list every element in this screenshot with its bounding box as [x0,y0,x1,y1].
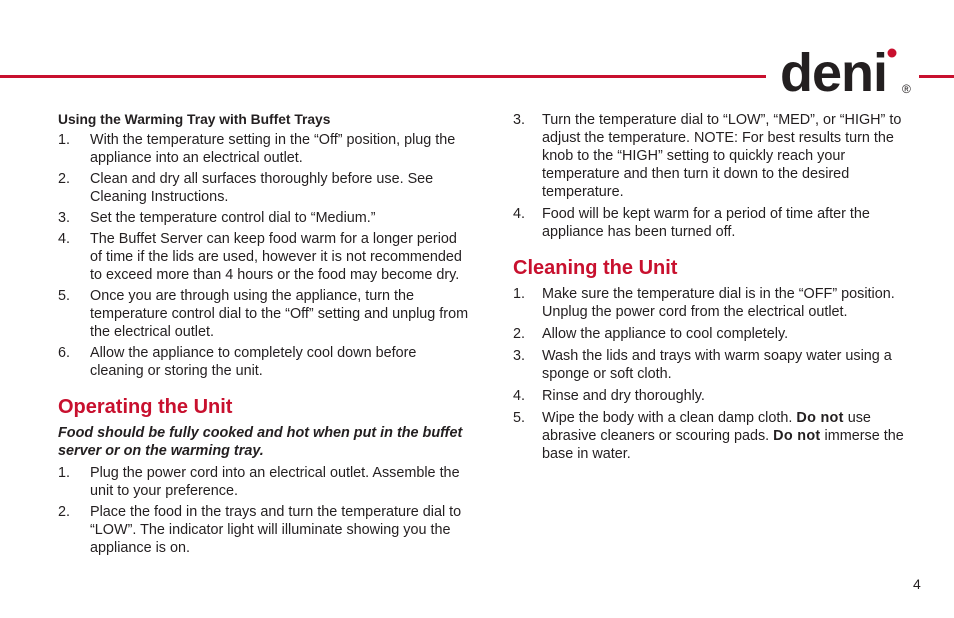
list-item: 1. Plug the power cord into an electrical outlet. Assemble the unit to your preference. [58,465,460,499]
operating-lead: Food should be fully cooked and hot when put in the buffet server or on the warming tray. [58,425,463,459]
list-item: 4. Rinse and dry thoroughly. [513,388,705,404]
right-column [513,108,925,467]
list-item: 1. With the temperature setting in the “Off” position, plug the appliance into an electrical outlet. [58,132,456,166]
deni-logo [780,45,916,97]
header-rule-right [919,75,954,78]
warming-tray-title: Using the Warming Tray with Buffet Trays [58,112,331,127]
list-item: 5. Wipe the body with a clean damp cloth. Do not use abrasive cleaners or scouring pads. Do not immerse the base in water. [513,410,904,462]
cleaning-heading: Cleaning the Unit [513,257,678,279]
list-item: 4. The Buffet Server can keep food warm for a longer period of time if the lids are used, however it is not recommended to exceed more than 4 hours or the food may become dry. [58,231,462,283]
operating-heading: Operating the Unit [58,396,233,418]
list-item: 3. Set the temperature control dial to “Medium.” [58,210,376,226]
logo-wordmark: deni [780,45,888,97]
do-not-emphasis: Do not [796,410,844,426]
list-item: 4. Food will be kept warm for a period of time after the appliance has been turned off. [513,206,870,240]
cleaning-steps-list [513,285,925,463]
page-number: 4 [913,576,921,592]
header-rule-left [0,75,766,78]
list-item: 5. Once you are through using the appliance, turn the temperature control dial to the “Off” setting and unplug from the electrical outlet. [58,288,469,340]
warming-steps-list [58,131,472,380]
list-item: 3. Turn the temperature dial to “LOW”, “MED”, or “HIGH” to adjust the temperature. NOTE: For best results turn the knob to the “HIGH” setting to quickly reach your temperature and then turn it down to the desired temperature. [513,112,902,200]
list-item: 2. Place the food in the trays and turn the temperature dial to “LOW”. The indicator light will illuminate showing you the appliance is on. [58,504,462,556]
list-item: 1. Make sure the temperature dial is in the “OFF” position. Unplug the power cord from the electrical outlet. [513,286,895,320]
list-item: 2. Clean and dry all surfaces thoroughly before use. See Cleaning Instructions. [58,171,434,205]
operating-steps-list [58,464,472,557]
registered-mark: ® [902,82,911,96]
logo-dot [888,49,897,58]
list-item: 6. Allow the appliance to completely cool down before cleaning or storing the unit. [58,345,417,379]
list-item: 3. Wash the lids and trays with warm soapy water using a sponge or soft cloth. [513,348,892,382]
operating-steps-continued [513,111,925,241]
do-not-emphasis: Do not [773,428,821,444]
left-column [58,108,472,560]
list-item: 2. Allow the appliance to cool completely. [513,326,789,342]
